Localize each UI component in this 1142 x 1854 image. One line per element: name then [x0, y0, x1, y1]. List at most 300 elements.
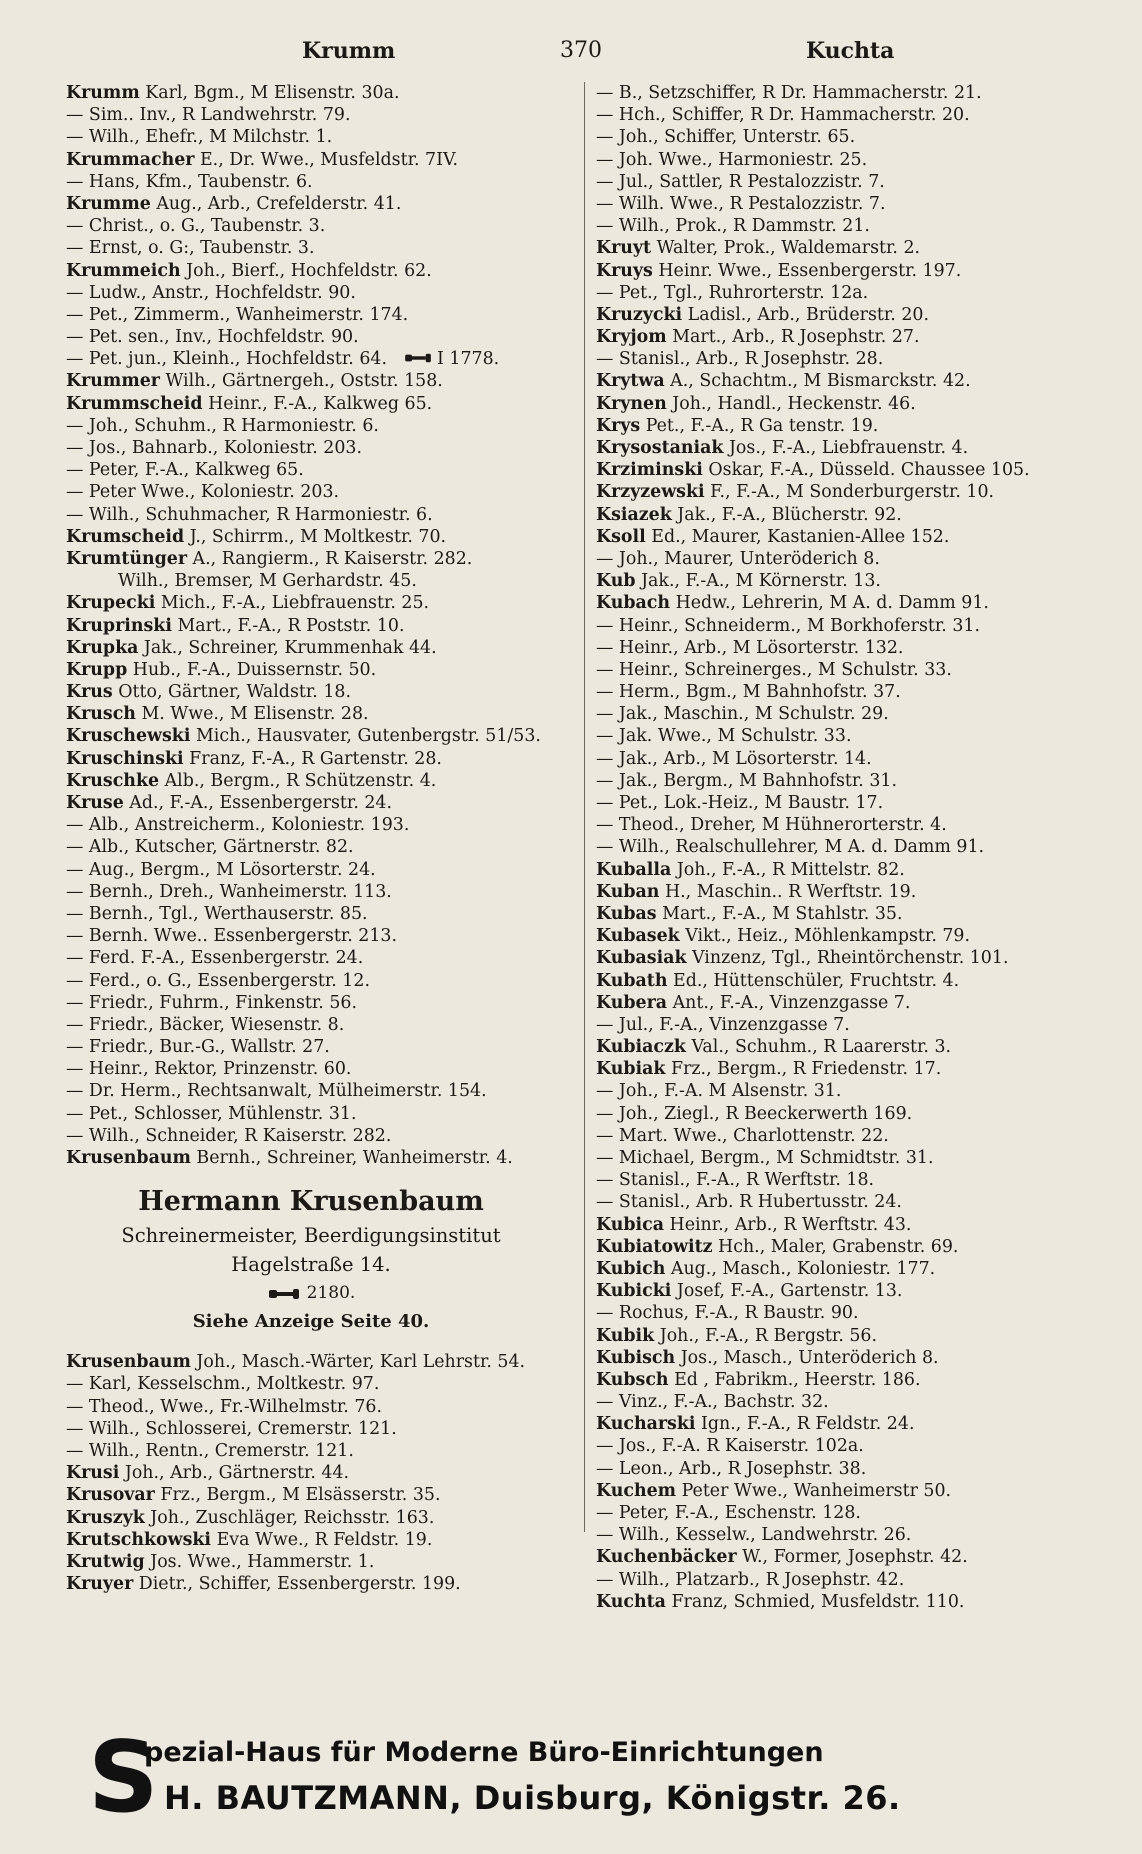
directory-entry: [596, 149, 1116, 171]
entry-details: Peter Wwe., Wanheimerstr 50.: [676, 1480, 952, 1501]
directory-entry: [596, 526, 1116, 548]
directory-entry: [66, 947, 576, 969]
directory-entry: [596, 881, 1116, 903]
entry-details: — Jak., Maschin., M Schulstr. 29.: [596, 704, 889, 725]
surname: Krzyzewski: [596, 482, 705, 503]
surname: Kruyer: [66, 1574, 134, 1595]
entry-details: Hedw., Lehrerin, M A. d. Damm 91.: [670, 593, 989, 614]
surname: Kuchta: [596, 1591, 666, 1612]
surname: Krusi: [66, 1463, 120, 1484]
entry-details: Pet., F.-A., R Ga tenstr. 19.: [640, 415, 879, 436]
entry-details: — Karl, Kesselschm., Moltkestr. 97.: [66, 1374, 380, 1395]
surname: Krummacher: [66, 149, 195, 170]
directory-entry: [66, 1103, 576, 1125]
directory-entry: [66, 592, 576, 614]
entry-details: — Heinr., Rektor, Prinzenstr. 60.: [66, 1059, 352, 1080]
directory-entry: [66, 1058, 576, 1080]
entry-details: Joh., Handl., Heckenstr. 46.: [666, 393, 916, 414]
directory-entry: [596, 481, 1116, 503]
entry-details: — Hans, Kfm., Taubenstr. 6.: [66, 171, 313, 192]
directory-entry: [596, 326, 1116, 348]
directory-entry: [66, 126, 576, 148]
ad-company-name: Hermann Krusenbaum: [138, 1186, 484, 1218]
surname: Kubica: [596, 1214, 664, 1235]
surname: Krusenbaum: [66, 1148, 191, 1168]
directory-entry: [66, 1373, 576, 1395]
entry-details: Heinr. Wwe., Essenbergerstr. 197.: [652, 260, 962, 281]
page-number: 370: [560, 38, 602, 63]
directory-entry: [66, 1080, 576, 1102]
entry-details: — Peter Wwe., Koloniestr. 203.: [66, 482, 340, 503]
surname: Kruys: [596, 260, 653, 281]
entry-details: Vikt., Heiz., Möhlenkampstr. 79.: [679, 926, 971, 947]
directory-entry: [66, 1036, 576, 1058]
entry-details: — Friedr., Bäcker, Wiesenstr. 8.: [66, 1014, 345, 1035]
entry-details: Ed., Maurer, Kastanien-Allee 152.: [645, 526, 950, 547]
directory-entry: [66, 970, 576, 992]
directory-entry: [596, 725, 1116, 747]
surname: Kubiaczk: [596, 1037, 686, 1058]
entry-details: — Wilh., Schneider, R Kaiserstr. 282.: [66, 1125, 392, 1146]
directory-entry: [596, 1125, 1116, 1147]
directory-entry: [596, 260, 1116, 282]
entry-details: — Wilh., Platzarb., R Josephstr. 42.: [596, 1569, 905, 1590]
entry-details: — Heinr., Arb., M Lösorterstr. 132.: [596, 637, 904, 658]
entry-details: Joh., F.-A., R Mittelstr. 82.: [671, 859, 905, 880]
surname: Krusch: [66, 704, 136, 725]
entry-details: — Jak. Wwe., M Schulstr. 33.: [596, 726, 852, 747]
entry-details: H., Maschin.. R Werftstr. 19.: [659, 881, 917, 902]
directory-entry: [596, 836, 1116, 858]
directory-entry: [66, 881, 576, 903]
entry-details: Jak., F.-A., Blücherstr. 92.: [671, 504, 902, 525]
entry-details: — Pet., Zimmerm., Wanheimerstr. 174.: [66, 304, 409, 325]
directory-entry: [66, 304, 576, 326]
running-head-right: Kuchta: [806, 38, 895, 64]
surname: Kruschke: [66, 770, 160, 791]
entry-details: Joh., Arb., Gärtnerstr. 44.: [119, 1463, 350, 1484]
directory-entry: [66, 1551, 576, 1573]
ad-trade: Schreinermeister, Beerdigungsinstitut: [121, 1224, 501, 1248]
surname: Krutschkowski: [66, 1529, 212, 1550]
directory-entry: [596, 947, 1116, 969]
directory-entry: [66, 370, 576, 392]
directory-entry: [66, 548, 576, 570]
surname: Krummeich: [66, 260, 181, 281]
surname: Krumme: [66, 193, 151, 214]
entry-details: Heinr., Arb., R Werftstr. 43.: [664, 1214, 912, 1235]
surname: Krumm: [66, 83, 140, 103]
surname: Kub: [596, 571, 636, 592]
directory-entry: [596, 1103, 1116, 1125]
entry-details: — Pet., Tgl., Ruhrorterstr. 12a.: [596, 282, 869, 303]
entry-details: — Pet., Lok.-Heiz., M Baustr. 17.: [596, 793, 884, 813]
entry-details: — Dr. Herm., Rechtsanwalt, Mülheimerstr. 154.: [66, 1081, 487, 1102]
footer-initial: S: [88, 1721, 159, 1835]
telephone-icon: [267, 1287, 301, 1301]
directory-entry: [66, 459, 576, 481]
directory-entry: [596, 1014, 1116, 1036]
entry-details: Frz., Bergm., R Friedenstr. 17.: [665, 1059, 942, 1080]
entry-details: — Wilh., Rentn., Cremerstr. 121.: [66, 1440, 354, 1461]
entry-details: Wilh., Bremser, M Gerhardstr. 45.: [118, 571, 417, 592]
entry-details: — Pet. sen., Inv., Hochfeldstr. 90.: [66, 327, 359, 348]
entry-details: — Pet. jun., Kleinh., Hochfeldstr. 64.: [66, 349, 387, 370]
entry-details: — Jul., Sattler, R Pestalozzistr. 7.: [596, 171, 885, 192]
directory-entry: [66, 814, 576, 836]
directory-entry: [596, 348, 1116, 370]
directory-entry: [596, 415, 1116, 437]
directory-entry: [66, 1573, 576, 1595]
directory-entry: [66, 770, 576, 792]
entry-details: — Wilh., Ehefr., M Milchstr. 1.: [66, 127, 333, 148]
directory-entry: [66, 1014, 576, 1036]
running-head-left: Krumm: [302, 38, 396, 64]
directory-entry: [66, 725, 576, 747]
directory-entry: [596, 637, 1116, 659]
directory-entry: [596, 659, 1116, 681]
entry-details: — Pet., Schlosser, Mühlenstr. 31.: [66, 1103, 357, 1124]
entry-details: Joh., Bierf., Hochfeldstr. 62.: [180, 260, 432, 281]
entry-details: — Bernh. Wwe.. Essenbergerstr. 213.: [66, 926, 397, 947]
entry-details: Franz, Schmied, Musfeldstr. 110.: [665, 1591, 965, 1612]
footer-line-2: H. BAUTZMANN, Duisburg, Königstr. 26.: [164, 1779, 901, 1817]
entry-details: — Stanisl., F.-A., R Werftstr. 18.: [596, 1170, 875, 1191]
entry-details: — Joh., Maurer, Unteröderich 8.: [596, 548, 880, 569]
entry-details: Aug., Masch., Koloniestr. 177.: [665, 1258, 936, 1279]
surname: Krutwig: [66, 1551, 145, 1572]
directory-entry: [66, 260, 576, 282]
surname: Kryjom: [596, 327, 667, 348]
directory-entry: [596, 1302, 1116, 1324]
directory-entry: [66, 393, 576, 415]
directory-entry: [66, 792, 576, 814]
entry-details: — Ludw., Anstr., Hochfeldstr. 90.: [66, 282, 356, 303]
surname: Kubach: [596, 593, 671, 614]
entry-details: A., Rangierm., R Kaiserstr. 282.: [187, 548, 473, 569]
advertisement: [66, 1169, 576, 1337]
directory-entry: [66, 237, 576, 259]
surname: Kubik: [596, 1325, 655, 1346]
directory-entry: [596, 1214, 1116, 1236]
entry-details: Vinzenz, Tgl., Rheintörchenstr. 101.: [686, 948, 1009, 969]
directory-entry: [66, 1484, 576, 1506]
entry-details: Dietr., Schiffer, Essenbergerstr. 199.: [133, 1574, 461, 1595]
entry-details: — Wilh., Schuhmacher, R Harmoniestr. 6.: [66, 504, 433, 525]
directory-entry: [66, 836, 576, 858]
surname: Kubera: [596, 992, 668, 1013]
entry-details: — Bernh., Tgl., Werthauserstr. 85.: [66, 903, 368, 924]
entry-details: Eva Wwe., R Feldstr. 19.: [211, 1529, 433, 1550]
entry-details: — Jos., F.-A. R Kaiserstr. 102a.: [596, 1436, 864, 1457]
directory-entry: [596, 1147, 1116, 1169]
entry-details: — Friedr., Fuhrm., Finkenstr. 56.: [66, 992, 358, 1013]
surname: Kubath: [596, 970, 668, 991]
directory-entry: [66, 149, 576, 171]
directory-entry: [596, 925, 1116, 947]
surname: Kucharski: [596, 1414, 696, 1435]
directory-entry: [596, 548, 1116, 570]
surname: Krummscheid: [66, 393, 203, 414]
surname: Kuballa: [596, 859, 672, 880]
ad-phone-number: 2180.: [306, 1283, 356, 1304]
directory-entry: [66, 925, 576, 947]
entry-details: — Jak., Arb., M Lösorterstr. 14.: [596, 748, 872, 769]
surname: Kruyt: [596, 238, 652, 259]
entry-details: M. Wwe., M Elisenstr. 28.: [135, 704, 369, 725]
entry-details: Alb., Bergm., R Schützenstr. 4.: [159, 770, 437, 791]
entry-details: Oskar, F.-A., Düsseld. Chaussee 105.: [702, 460, 1030, 481]
entry-details: Mich., Hausvater, Gutenbergstr. 51/53.: [190, 726, 541, 747]
entry-details: Ladisl., Arb., Brüderstr. 20.: [682, 304, 930, 325]
directory-entry: [596, 1413, 1116, 1435]
entry-details: J., Schirrm., M Moltkestr. 70.: [184, 526, 447, 547]
directory-entry: [596, 1280, 1116, 1302]
directory-entry: [596, 1546, 1116, 1568]
entry-details: Hch., Maler, Grabenstr. 69.: [712, 1236, 959, 1257]
directory-entry: [596, 304, 1116, 326]
directory-entry: [66, 1440, 576, 1462]
directory-entry: [66, 1529, 576, 1551]
entry-details: Otto, Gärtner, Waldstr. 18.: [112, 682, 351, 703]
entry-details: — Joh., F.-A. M Alsenstr. 31.: [596, 1081, 842, 1102]
entry-details: — Bernh., Dreh., Wanheimerstr. 113.: [66, 881, 392, 902]
entry-details: — Friedr., Bur.-G., Wallstr. 27.: [66, 1037, 330, 1058]
directory-entry: [66, 104, 576, 126]
directory-entry: [66, 1507, 576, 1529]
entry-details: — Jul., F.-A., Vinzenzgasse 7.: [596, 1014, 850, 1035]
directory-entry: [596, 1502, 1116, 1524]
surname: Kubiatowitz: [596, 1236, 713, 1257]
directory-entry: [596, 615, 1116, 637]
directory-entry: [596, 126, 1116, 148]
entry-details: Mich., F.-A., Liebfrauenstr. 25.: [155, 593, 430, 614]
entry-details: — Wilh., Prok., R Dammstr. 21.: [596, 216, 870, 237]
entry-details: — Alb., Anstreicherm., Koloniestr. 193.: [66, 815, 410, 836]
footer-line-1: pezial-Haus für Moderne Büro-Einrichtungen: [144, 1737, 824, 1768]
entry-details: — Peter, F.-A., Kalkweg 65.: [66, 460, 304, 481]
entry-details: — Michael, Bergm., M Schmidtstr. 31.: [596, 1148, 934, 1168]
entry-details: — Aug., Bergm., M Lösorterstr. 24.: [66, 859, 376, 880]
column-divider: [584, 82, 585, 1532]
surname: Krziminski: [596, 460, 703, 481]
entry-details: Jos., F.-A., Liebfrauenstr. 4.: [723, 438, 969, 458]
directory-entry: [66, 615, 576, 637]
surname: Krumtünger: [66, 548, 188, 569]
surname: Krumscheid: [66, 526, 185, 547]
entry-details: Heinr., F.-A., Kalkweg 65.: [202, 393, 433, 414]
entry-details: — Herm., Bgm., M Bahnhofstr. 37.: [596, 682, 901, 703]
entry-details: — Hch., Schiffer, R Dr. Hammacherstr. 20.: [596, 105, 970, 126]
directory-entry: [596, 1569, 1116, 1591]
directory-entry: [66, 859, 576, 881]
directory-entry: [596, 1458, 1116, 1480]
entry-details: — Joh., Schuhm., R Harmoniestr. 6.: [66, 415, 379, 436]
entry-details: F., F.-A., M Sonderburgerstr. 10.: [704, 482, 995, 503]
directory-entry: [596, 992, 1116, 1014]
directory-entry: [596, 859, 1116, 881]
entry-details: — Wilh., Kesselw., Landwehrstr. 26.: [596, 1525, 912, 1546]
surname: Kubsch: [596, 1369, 669, 1390]
directory-entry: [596, 1435, 1116, 1457]
directory-entry: [596, 570, 1116, 592]
surname: Kuban: [596, 881, 660, 902]
directory-entry: [596, 171, 1116, 193]
surname: Kuchem: [596, 1480, 677, 1501]
directory-entry: [596, 703, 1116, 725]
phone-number: I 1778.: [436, 349, 500, 370]
left-column: [66, 82, 576, 1595]
surname: Kubiak: [596, 1059, 666, 1080]
surname: Krysostaniak: [596, 438, 724, 458]
directory-entry: [596, 459, 1116, 481]
surname: Kuchenbäcker: [596, 1547, 737, 1568]
directory-entry: [596, 1169, 1116, 1191]
right-column: [596, 82, 1116, 1613]
entry-details: — Wilh. Wwe., R Pestalozzistr. 7.: [596, 193, 886, 214]
directory-entry: [596, 681, 1116, 703]
directory-entry: [596, 903, 1116, 925]
surname: Kubisch: [596, 1347, 676, 1368]
entry-details: — Wilh., Schlosserei, Cremerstr. 121.: [66, 1418, 397, 1439]
directory-entry: [66, 681, 576, 703]
surname: Ksiazek: [596, 504, 672, 525]
entry-details: — Jos., Bahnarb., Koloniestr. 203.: [66, 438, 362, 458]
ad-reference: Siehe Anzeige Seite 40.: [192, 1311, 430, 1333]
directory-entry: [596, 193, 1116, 215]
directory-entry: [66, 348, 576, 370]
directory-entry: [66, 171, 576, 193]
entry-details: Jos. Wwe., Hammerstr. 1.: [144, 1551, 375, 1572]
directory-entry: [66, 282, 576, 304]
directory-entry: [596, 1391, 1116, 1413]
directory-entry: [596, 1191, 1116, 1213]
entry-details: Mart., F.-A., M Stahlstr. 35.: [656, 903, 903, 924]
entry-details: Mart., Arb., R Josephstr. 27.: [666, 327, 920, 348]
surname: Krummer: [66, 371, 160, 392]
directory-entry: [66, 1147, 576, 1169]
entry-details: — Peter, F.-A., Eschenstr. 128.: [596, 1503, 861, 1523]
directory-entry: [66, 659, 576, 681]
surname: Kruse: [66, 793, 124, 813]
directory-entry: [596, 1591, 1116, 1613]
directory-entry: [596, 1369, 1116, 1391]
directory-entry: [66, 1396, 576, 1418]
directory-entry: [66, 992, 576, 1014]
directory-entry: [596, 1258, 1116, 1280]
entry-details: Franz, F.-A., R Gartenstr. 28.: [183, 748, 442, 769]
surname: Krynen: [596, 393, 667, 414]
directory-entry: [66, 215, 576, 237]
entry-details: Ad., F.-A., Essenbergerstr. 24.: [123, 793, 393, 813]
entry-details: — Christ., o. G., Taubenstr. 3.: [66, 216, 326, 237]
entry-details: — Alb., Kutscher, Gärtnerstr. 82.: [66, 837, 354, 858]
entry-details: Wilh., Gärtnergeh., Oststr. 158.: [159, 371, 443, 392]
surname: Kruprinski: [66, 615, 172, 636]
directory-entry: [596, 1325, 1116, 1347]
directory-entry: [66, 570, 576, 592]
left-entries: [66, 82, 576, 1169]
surname: Krusovar: [66, 1485, 155, 1506]
directory-entry: [596, 1058, 1116, 1080]
directory-entry: [66, 526, 576, 548]
entry-details: Jak., F.-A., M Körnerstr. 13.: [635, 571, 881, 592]
directory-entry: [596, 814, 1116, 836]
surname: Kruschinski: [66, 748, 184, 769]
surname: Krupp: [66, 659, 128, 680]
entry-details: — Theod., Dreher, M Hühnerorterstr. 4.: [596, 815, 947, 836]
directory-entry: [596, 792, 1116, 814]
entry-details: Mart., F.-A., R Poststr. 10.: [171, 615, 405, 636]
directory-entry: [66, 437, 576, 459]
entry-details: Joh., F.-A., R Bergstr. 56.: [654, 1325, 878, 1346]
directory-entry: [66, 1351, 576, 1373]
directory-entry: [596, 282, 1116, 304]
entry-details: — Jak., Bergm., M Bahnhofstr. 31.: [596, 770, 897, 791]
surname: Krusenbaum: [66, 1352, 191, 1373]
surname: Krupka: [66, 637, 139, 658]
surname: Krus: [66, 682, 113, 703]
entry-details: — Ernst, o. G:, Taubenstr. 3.: [66, 238, 315, 259]
directory-entry: [596, 970, 1116, 992]
directory-entry: [66, 748, 576, 770]
right-entries: [596, 82, 1116, 1613]
surname: Kruschewski: [66, 726, 191, 747]
entry-details: Jos., Masch., Unteröderich 8.: [675, 1347, 939, 1368]
directory-entry: [596, 1036, 1116, 1058]
entry-details: Karl, Bgm., M Elisenstr. 30a.: [139, 83, 400, 103]
directory-entry: [66, 903, 576, 925]
surname: Kubasek: [596, 926, 680, 947]
entry-details: — Joh., Schiffer, Unterstr. 65.: [596, 127, 856, 148]
entry-details: Walter, Prok., Waldemarstr. 2.: [651, 238, 921, 259]
entry-details: Joh., Zuschläger, Reichsstr. 163.: [144, 1507, 435, 1528]
entry-details: E., Dr. Wwe., Musfeldstr. 7IV.: [194, 149, 459, 170]
entry-details: — Stanisl., Arb., R Josephstr. 28.: [596, 349, 884, 370]
entry-details: Ant., F.-A., Vinzenzgasse 7.: [667, 992, 911, 1013]
entry-details: — Heinr., Schneiderm., M Borkhoferstr. 31.: [596, 615, 981, 636]
directory-entry: [596, 504, 1116, 526]
directory-entry: [66, 637, 576, 659]
entry-details: Joh., Masch.-Wärter, Karl Lehrstr. 54.: [190, 1352, 526, 1373]
directory-entry: [596, 592, 1116, 614]
entry-details: Josef, F.-A., Gartenstr. 13.: [671, 1281, 903, 1302]
directory-entry: [66, 481, 576, 503]
entry-details: Jak., Schreiner, Krummenhak 44.: [138, 637, 437, 658]
entry-details: W., Former, Josephstr. 42.: [736, 1547, 968, 1568]
directory-entry: [66, 193, 576, 215]
entry-details: — Heinr., Schreinerges., M Schulstr. 33.: [596, 659, 952, 680]
directory-entry: [596, 393, 1116, 415]
surname: Kubicki: [596, 1281, 672, 1302]
directory-entry: [596, 437, 1116, 459]
directory-entry: [596, 1480, 1116, 1502]
directory-entry: [596, 1080, 1116, 1102]
directory-entry: [596, 770, 1116, 792]
directory-entry: [596, 748, 1116, 770]
directory-entry: [66, 703, 576, 725]
entry-details: — B., Setzschiffer, R Dr. Hammacherstr. 21.: [596, 83, 982, 103]
entry-details: Hub., F.-A., Duissernstr. 50.: [127, 659, 377, 680]
entry-details: — Theod., Wwe., Fr.-Wilhelmstr. 76.: [66, 1396, 383, 1417]
entry-details: Frz., Bergm., M Elsässerstr. 35.: [154, 1485, 441, 1506]
entry-details: — Joh., Ziegl., R Beeckerwerth 169.: [596, 1103, 913, 1124]
surname: Krupecki: [66, 593, 156, 614]
directory-entry: [66, 326, 576, 348]
entry-details: — Sim.. Inv., R Landwehrstr. 79.: [66, 105, 351, 126]
directory-entry: [596, 104, 1116, 126]
entry-details: — Ferd. F.-A., Essenbergerstr. 24.: [66, 948, 364, 969]
